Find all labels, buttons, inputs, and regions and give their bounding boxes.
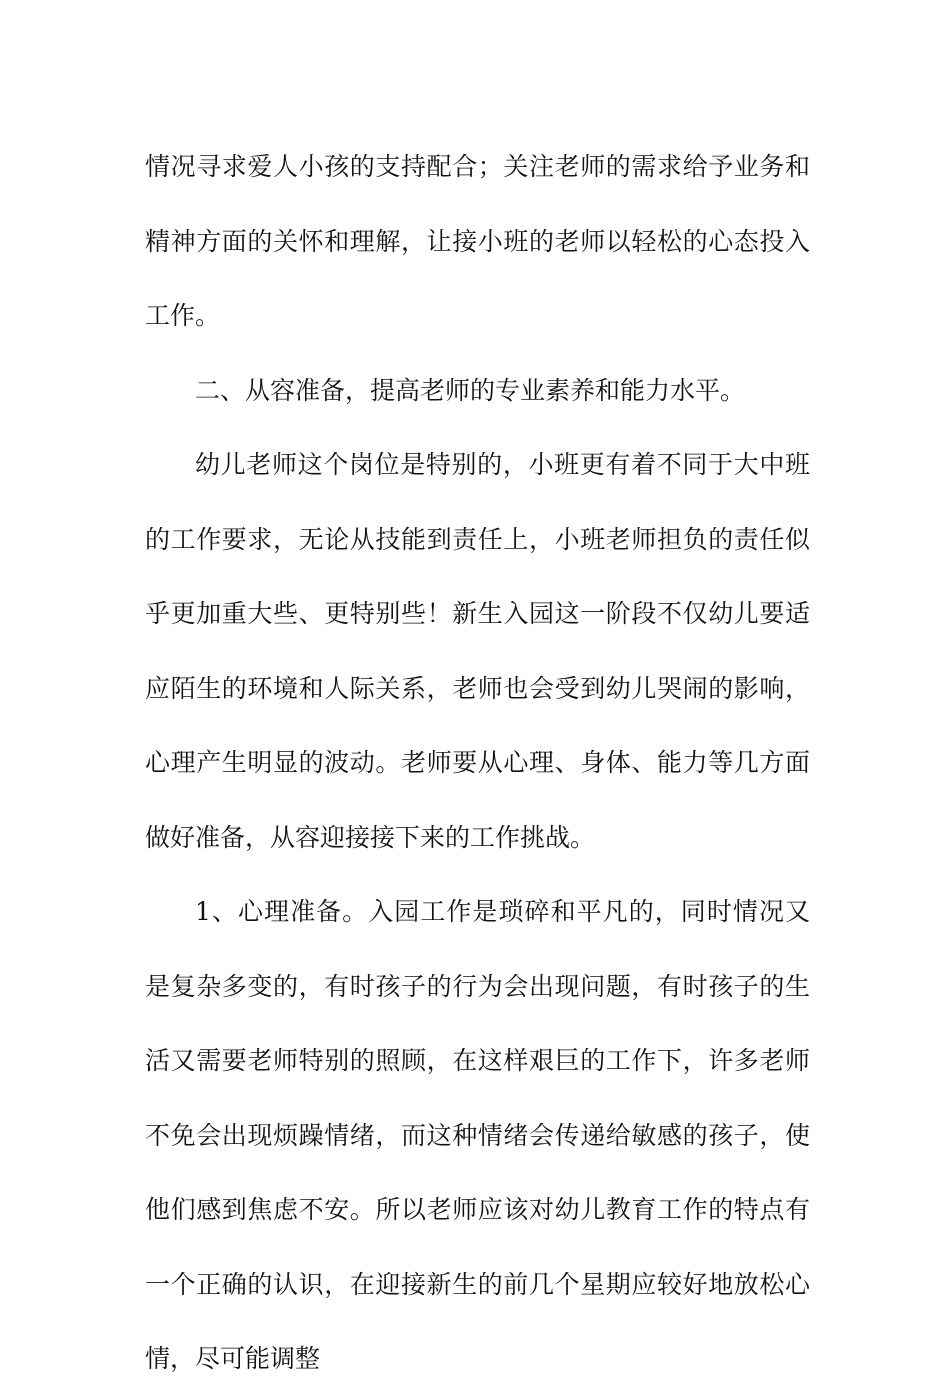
- section-heading-2: 二、从容准备，提高老师的专业素养和能力水平。: [195, 375, 746, 405]
- document-body: [145, 130, 810, 1397]
- paragraph-3: 幼儿老师这个岗位是特别的，小班更有着不同于大中班的工作要求，无论从技能到责任上，小班老师担负的责任似乎更加重大些、更特别些！新生入园这一阶段不仅幼儿要适应陌生的环境和人际关系，老师也会受到幼儿哭闹的影响，心理产生明显的波动。老师要从心理、身体、能力等几方面做好准备，从容迎接接下来的工作挑战。: [145, 450, 810, 852]
- paragraph-4: 1、心理准备。入园工作是琐碎和平凡的，同时情况又是复杂多变的，有时孩子的行为会出现问题，有时孩子的生活又需要老师特别的照顾，在这样艰巨的工作下，许多老师不免会出现烦躁情绪，而这种情绪会传递给敏感的孩子，使他们感到焦虑不安。所以老师应该对幼儿教育工作的特点有一个正确的认识，在迎接新生的前几个星期应较好地放松心情，尽可能调整: [145, 897, 810, 1373]
- paragraph-1: 情况寻求爱人小孩的支持配合；关注老师的需求给予业务和精神方面的关怀和理解，让接小班的老师以轻松的心态投入工作。: [145, 152, 810, 330]
